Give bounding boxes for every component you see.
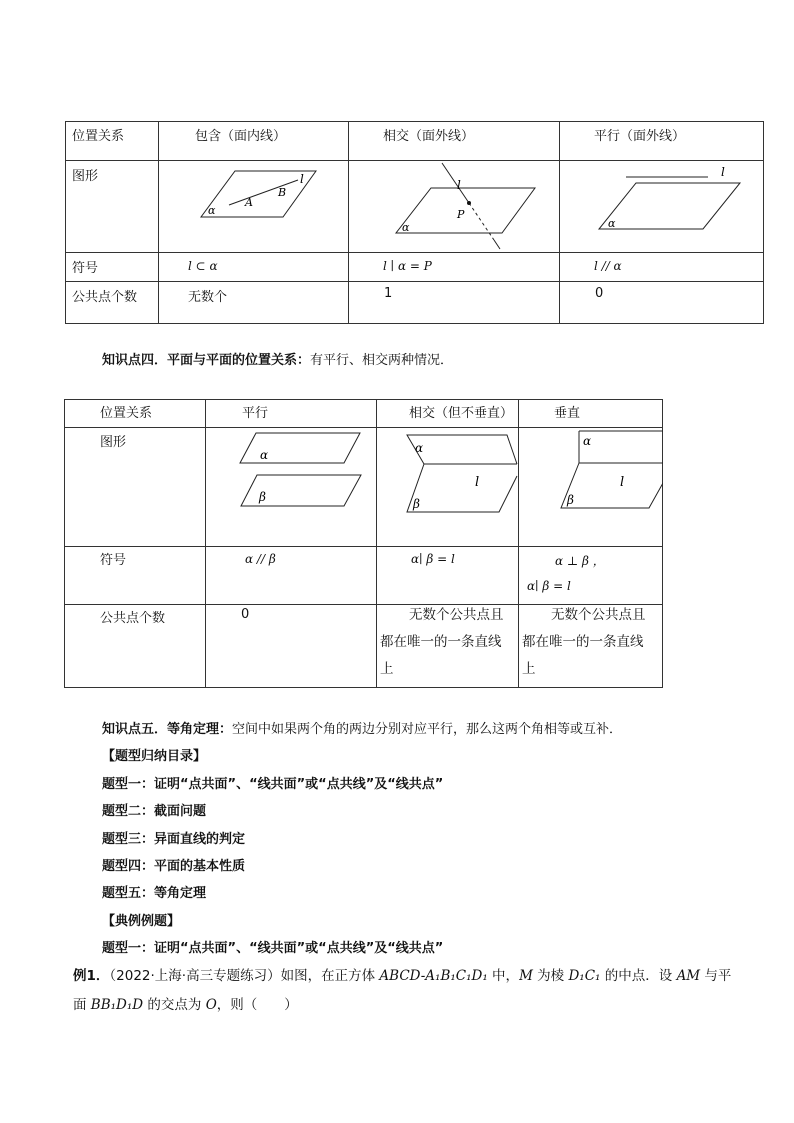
table-header: 位置关系	[66, 122, 159, 161]
points-line: 无数个公共点且	[551, 607, 646, 623]
points-line: 都在唯一的一条直线	[522, 634, 644, 650]
catalog-title: 【题型归纳目录】	[102, 749, 207, 764]
row-label: 图形	[66, 161, 159, 253]
table-header: 垂直	[519, 400, 663, 428]
points-cell: 1	[349, 282, 560, 324]
catalog-item: 题型二：截面问题	[102, 804, 207, 819]
segment-am: AM	[676, 968, 701, 984]
svg-text:β: β	[413, 497, 420, 511]
svg-text:B: B	[278, 186, 287, 199]
table-header: 平行	[206, 400, 377, 428]
svg-text:α: α	[402, 221, 410, 234]
line-parallel-plane-diagram	[560, 161, 764, 253]
table-row	[65, 428, 663, 547]
figure-line-in-plane	[159, 161, 349, 253]
table-header: 相交（面外线）	[349, 122, 560, 161]
cube-name: ABCD-A₁B₁C₁D₁	[379, 968, 488, 984]
kp5-text: 空间中如果两个角的两边分别对应平行，那么这两个角相等或互补．	[232, 722, 623, 737]
example-1-line-1	[73, 964, 731, 984]
svg-text:P: P	[457, 208, 465, 221]
plane-plane-relation-table	[64, 399, 663, 688]
kp4-heading: 知识点四．平面与平面的位置关系：	[102, 353, 311, 368]
svg-text:l: l	[721, 165, 725, 179]
svg-text:α: α	[260, 448, 269, 462]
symbol-cell: l // α	[560, 253, 764, 282]
table-row	[66, 161, 764, 253]
figure-planes-intersect	[377, 428, 519, 547]
text: 中，	[487, 968, 520, 984]
points-line: 上	[380, 661, 394, 677]
svg-text:l: l	[457, 178, 461, 192]
table-header: 包含（面内线）	[159, 122, 349, 161]
table-row	[65, 547, 663, 605]
figure-line-intersect-plane	[349, 161, 560, 253]
catalog-item: 题型三：异面直线的判定	[102, 832, 246, 847]
text: 与平	[700, 968, 732, 984]
table-row	[65, 605, 663, 688]
row-label: 图形	[65, 428, 206, 547]
examples-title: 【典例例题】	[102, 914, 181, 929]
plane-name: BB₁D₁D	[90, 997, 144, 1013]
example-label: 例1．	[73, 968, 110, 984]
table-header: 相交（但不垂直）	[377, 400, 519, 428]
line-intersect-plane-diagram	[349, 161, 560, 253]
points-line: 上	[522, 661, 536, 677]
table-row	[65, 400, 663, 428]
kp4-text: 有平行、相交两种情况．	[310, 353, 454, 368]
text: 面	[73, 997, 91, 1013]
symbol-cell: l ∣ α = P	[349, 253, 560, 282]
point-o: O	[205, 997, 217, 1013]
svg-text:l: l	[620, 475, 625, 490]
svg-text:α: α	[208, 204, 216, 217]
catalog-item: 题型五：等角定理	[102, 886, 207, 901]
svg-text:β: β	[567, 493, 574, 507]
table-row	[66, 282, 764, 324]
svg-text:α: α	[608, 217, 616, 230]
figure-planes-perpendicular	[519, 428, 663, 547]
svg-text:α: α	[583, 434, 592, 448]
line-plane-relation-table	[65, 121, 764, 324]
text: 如图，在正方体	[280, 968, 380, 984]
symbol-cell: α∣ β = l	[377, 547, 519, 605]
text: 的交点为	[143, 997, 206, 1013]
kp5-heading: 知识点五．等角定理：	[102, 722, 233, 737]
table-header: 平行（面外线）	[560, 122, 764, 161]
knowledge-point-4	[102, 349, 453, 368]
example-source: （2022·上海·高三专题练习）	[109, 968, 281, 984]
row-label: 公共点个数	[66, 282, 159, 324]
table-header: 位置关系	[65, 400, 206, 428]
text: 的中点．设	[600, 968, 677, 984]
row-label: 符号	[65, 547, 206, 605]
text: 为棱	[532, 968, 569, 984]
knowledge-point-5	[102, 718, 622, 737]
symbol-cell: α // β	[206, 547, 377, 605]
points-line: 都在唯一的一条直线	[380, 634, 502, 650]
points-cell: 无数个	[159, 282, 349, 324]
catalog-item: 题型四：平面的基本性质	[102, 859, 246, 874]
table-row	[66, 122, 764, 161]
parallel-planes-diagram	[206, 428, 377, 547]
table-row	[66, 253, 764, 282]
points-line: 无数个公共点且	[409, 607, 504, 623]
perpendicular-planes-diagram	[519, 428, 663, 547]
example-type-heading: 题型一：证明“点共面”、“线共面”或“点共线”及“线共点”	[102, 941, 444, 956]
points-cell: 0	[206, 605, 377, 688]
figure-line-parallel-plane	[560, 161, 764, 253]
edge-name: D₁C₁	[568, 968, 601, 984]
svg-text:α: α	[415, 441, 424, 455]
text: ，则（ ）	[216, 997, 298, 1013]
points-cell: 0	[560, 282, 764, 324]
point-m: M	[519, 968, 533, 984]
example-1-line-2	[73, 993, 298, 1013]
svg-text:A: A	[245, 196, 253, 209]
svg-text:β: β	[259, 490, 266, 504]
symbol-cell: l ⊂ α	[159, 253, 349, 282]
row-label: 公共点个数	[65, 605, 206, 688]
svg-text:l: l	[300, 172, 304, 186]
symbol-cell: α ⊥ β ， α∣ β = l	[519, 547, 663, 605]
catalog-item: 题型一：证明“点共面”、“线共面”或“点共线”及“线共点”	[102, 777, 444, 792]
row-label: 符号	[66, 253, 159, 282]
svg-text:l: l	[475, 475, 480, 490]
points-cell	[519, 605, 663, 688]
line-in-plane-diagram	[159, 161, 349, 253]
intersect-planes-diagram	[377, 428, 519, 547]
points-cell	[377, 605, 519, 688]
figure-planes-parallel	[206, 428, 377, 547]
